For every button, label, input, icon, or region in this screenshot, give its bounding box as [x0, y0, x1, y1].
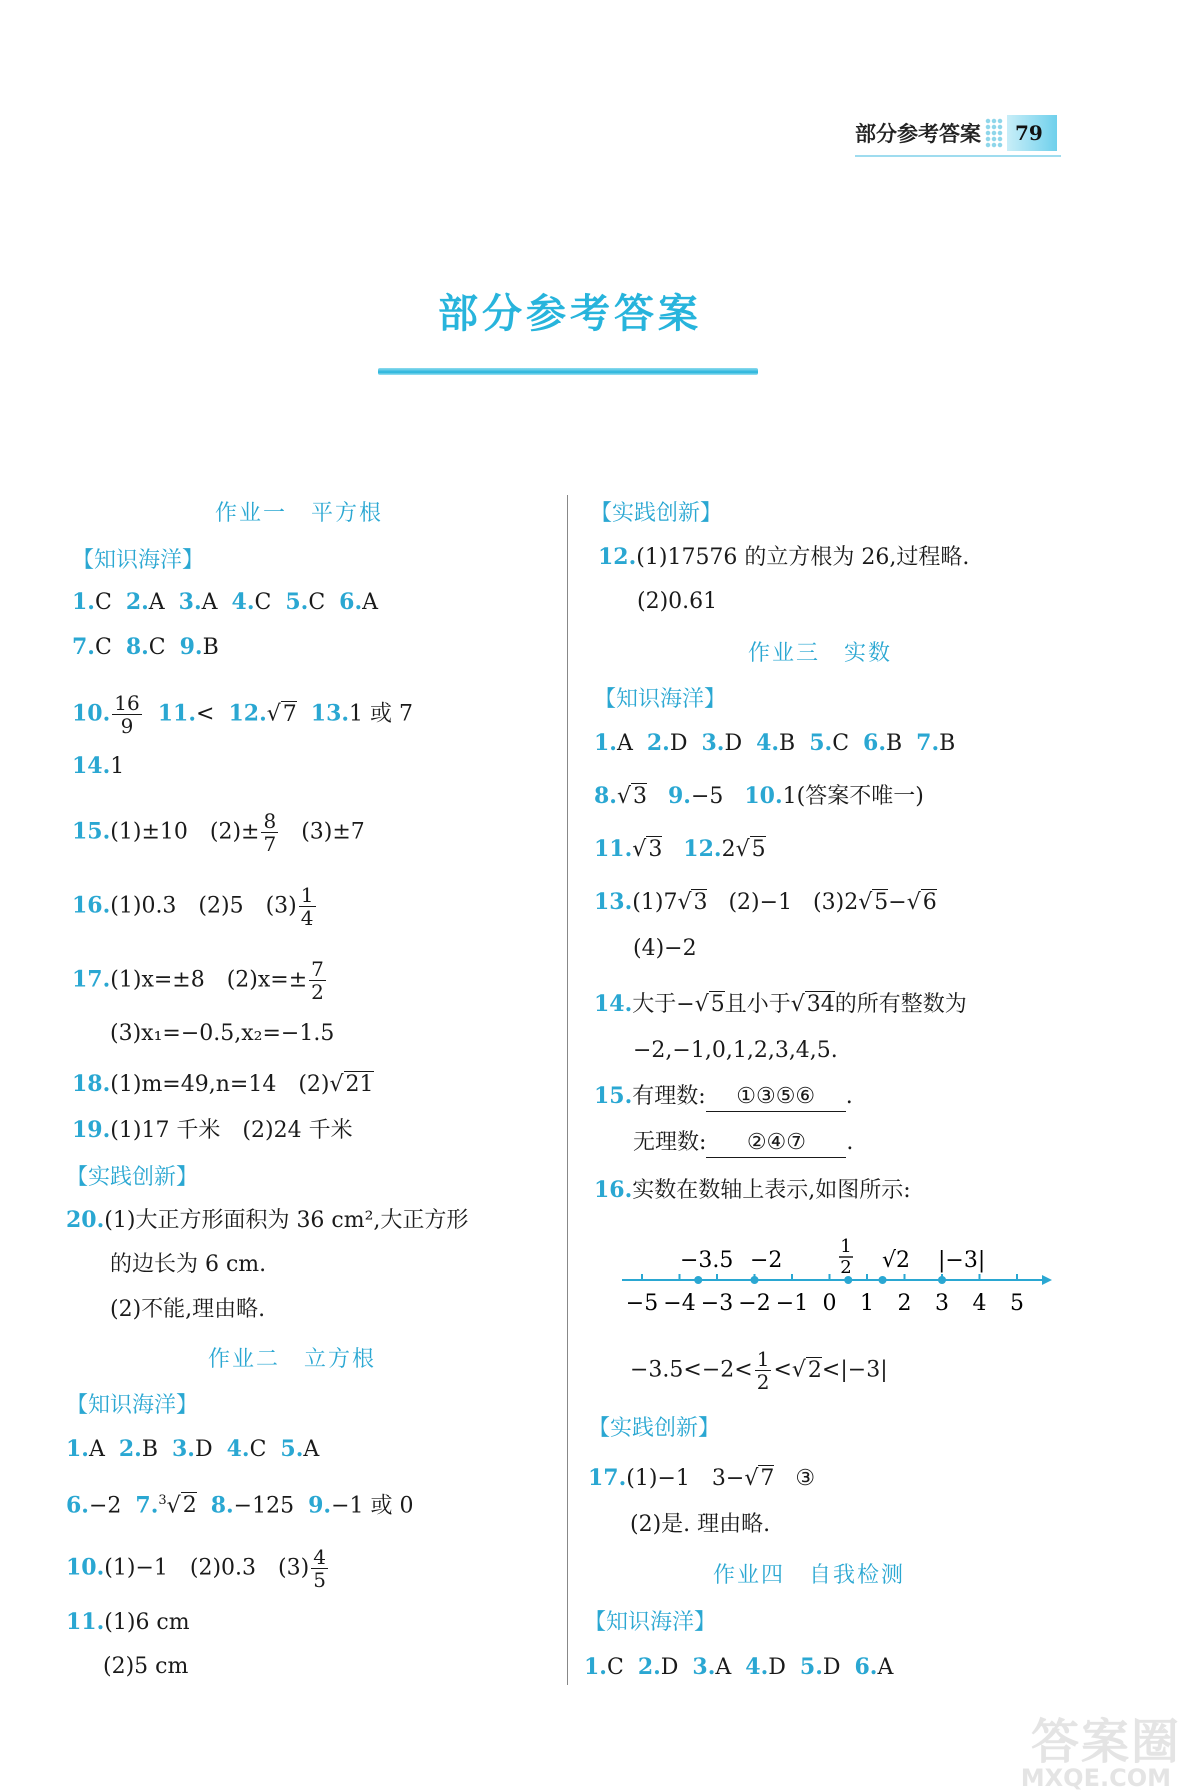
test-answer-row-1-6: 1.C 2.D 3.A 4.D 5.D 6.A — [584, 1654, 894, 1680]
hw2-practice-label: 【实践创新】 — [590, 501, 723, 526]
cube-answer-12: 12.(1)17576 的立方根为 26,过程略. — [598, 544, 970, 570]
real-answer-16: 16.实数在数轴上表示,如图所示: — [594, 1177, 911, 1203]
label-neg-2: −2 — [750, 1248, 783, 1273]
cube-answer-11: 11.(1)6 cm — [66, 1609, 190, 1635]
header-underline — [855, 155, 1061, 157]
main-title: 部分参考答案 — [438, 291, 702, 337]
tick-label: −3 — [700, 1291, 734, 1316]
real-answer-16-inequality: −3.5<−2< $\frac{1}{2}$ <√2<|−3| — [630, 1347, 888, 1394]
hw3-knowledge-label: 【知识海洋】 — [594, 687, 727, 712]
hw2-title: 作业二 立方根 — [208, 1347, 377, 1372]
header-dots-decoration — [985, 118, 1003, 148]
page-header — [855, 112, 1057, 154]
number-point — [694, 1276, 702, 1284]
real-answer-15-rational: 15.有理数: ①③⑤⑥ . — [594, 1082, 853, 1112]
tick-label: −5 — [625, 1291, 659, 1316]
real-answer-13: 13.(1)7√3 (2)−1 (3)2√5−√6 — [594, 889, 937, 915]
real-answer-17: 17.(1)−1 3−√7 ③ — [588, 1465, 816, 1491]
answer-17: 17.(1)x=±8 (2)x=± $\frac{7}{2}$ — [72, 957, 324, 1004]
answer-row-1-6: 1.C 2.A 3.A 4.C 5.C 6.A — [72, 589, 379, 615]
tick-label: 1 — [860, 1291, 874, 1316]
number-point — [938, 1276, 946, 1284]
cube-answer-10: 10.(1)−1 (2)0.3 (3) $\frac{4}{5}$ — [66, 1545, 326, 1592]
answer-14: 14.1 — [72, 753, 125, 779]
hw4-title: 作业四 自我检测 — [713, 1563, 906, 1588]
column-divider — [567, 495, 568, 1685]
real-answer-14: 14.大于−√5且小于√34的所有整数为 — [594, 991, 967, 1017]
number-point — [879, 1276, 887, 1284]
tick-label: 3 — [935, 1291, 949, 1316]
number-point — [751, 1276, 759, 1284]
real-answer-row-8-10: 8.√3 9.−5 10.1(答案不唯一) — [594, 783, 924, 809]
tick-label: 2 — [897, 1291, 912, 1316]
header-title: 部分参考答案 — [855, 122, 981, 146]
tick-label: 0 — [822, 1291, 837, 1316]
cube-answer-row-1-5: 1.A 2.B 3.D 4.C 5.A — [66, 1436, 320, 1462]
answer-18: 18.(1)m=49,n=14 (2)√21 — [72, 1071, 374, 1097]
hw1-title: 作业一 平方根 — [215, 501, 384, 526]
cube-answer-row-6-9: 6.−2 7.$^3$√2 8.−125 9.−1 或 0 — [66, 1492, 414, 1519]
tick-label: 5 — [1010, 1291, 1024, 1316]
page-number: 79 — [1007, 115, 1057, 151]
label-sqrt2: √2 — [882, 1248, 911, 1273]
hw2-knowledge-label: 【知识海洋】 — [66, 1393, 199, 1418]
tick-label: −4 — [663, 1291, 696, 1316]
cube-answer-11-part2: (2)5 cm — [103, 1654, 189, 1679]
hw4-knowledge-label: 【知识海洋】 — [584, 1610, 717, 1635]
watermark-logo: 答案圈 — [1030, 1714, 1181, 1770]
hw3-title: 作业三 实数 — [748, 641, 893, 666]
answer-row-10-13: 10. $\frac{16}{9}$ 11.< 12.√7 13.1 或 7 — [72, 691, 414, 738]
real-answer-15-irrational: 无理数: ②④⑦ . — [633, 1129, 853, 1158]
number-line-arrow — [1042, 1275, 1052, 1285]
real-answer-13-part4: (4)−2 — [633, 936, 697, 961]
real-answer-14-line2: −2,−1,0,1,2,3,4,5. — [633, 1038, 838, 1063]
label-half-den: 2 — [840, 1257, 852, 1278]
answer-15: 15.(1)±10 (2)± $\frac{8}{7}$ (3)±7 — [72, 809, 365, 856]
tick-label: −1 — [775, 1291, 809, 1316]
main-title-rule — [378, 368, 758, 375]
real-answer-row-1-7: 1.A 2.D 3.D 4.B 5.C 6.B 7.B — [594, 730, 956, 756]
answer-16: 16.(1)0.3 (2)5 (3) $\frac{1}{4}$ — [72, 883, 314, 930]
answer-20: 20.(1)大正方形面积为 36 cm²,大正方形 — [66, 1207, 469, 1233]
tick-label: −2 — [738, 1291, 771, 1316]
hw1-practice-label: 【实践创新】 — [66, 1165, 199, 1190]
number-line-figure — [620, 1235, 1060, 1325]
hw1-knowledge-label: 【知识海洋】 — [72, 548, 205, 573]
answer-20-line3: (2)不能,理由略. — [110, 1297, 266, 1322]
label-neg-3-5: −3.5 — [680, 1248, 734, 1273]
real-answer-17-part2: (2)是. 理由略. — [630, 1512, 771, 1537]
answer-19: 19.(1)17 千米 (2)24 千米 — [72, 1117, 353, 1143]
hw3-practice-label: 【实践创新】 — [588, 1416, 721, 1441]
tick-label: 4 — [972, 1291, 987, 1316]
real-answer-row-11-12: 11.√3 12.2√5 — [594, 836, 766, 862]
cube-answer-12-part2: (2)0.61 — [637, 589, 718, 614]
label-half-num: 1 — [840, 1236, 852, 1257]
answer-20-line2: 的边长为 6 cm. — [110, 1252, 267, 1277]
answer-row-7-9: 7.C 8.C 9.B — [72, 634, 219, 660]
label-abs-neg-3: |−3| — [938, 1248, 986, 1273]
answer-17-part3: (3)x₁=−0.5,x₂=−1.5 — [110, 1021, 335, 1046]
watermark-url: MXQE.COM — [1020, 1764, 1171, 1792]
